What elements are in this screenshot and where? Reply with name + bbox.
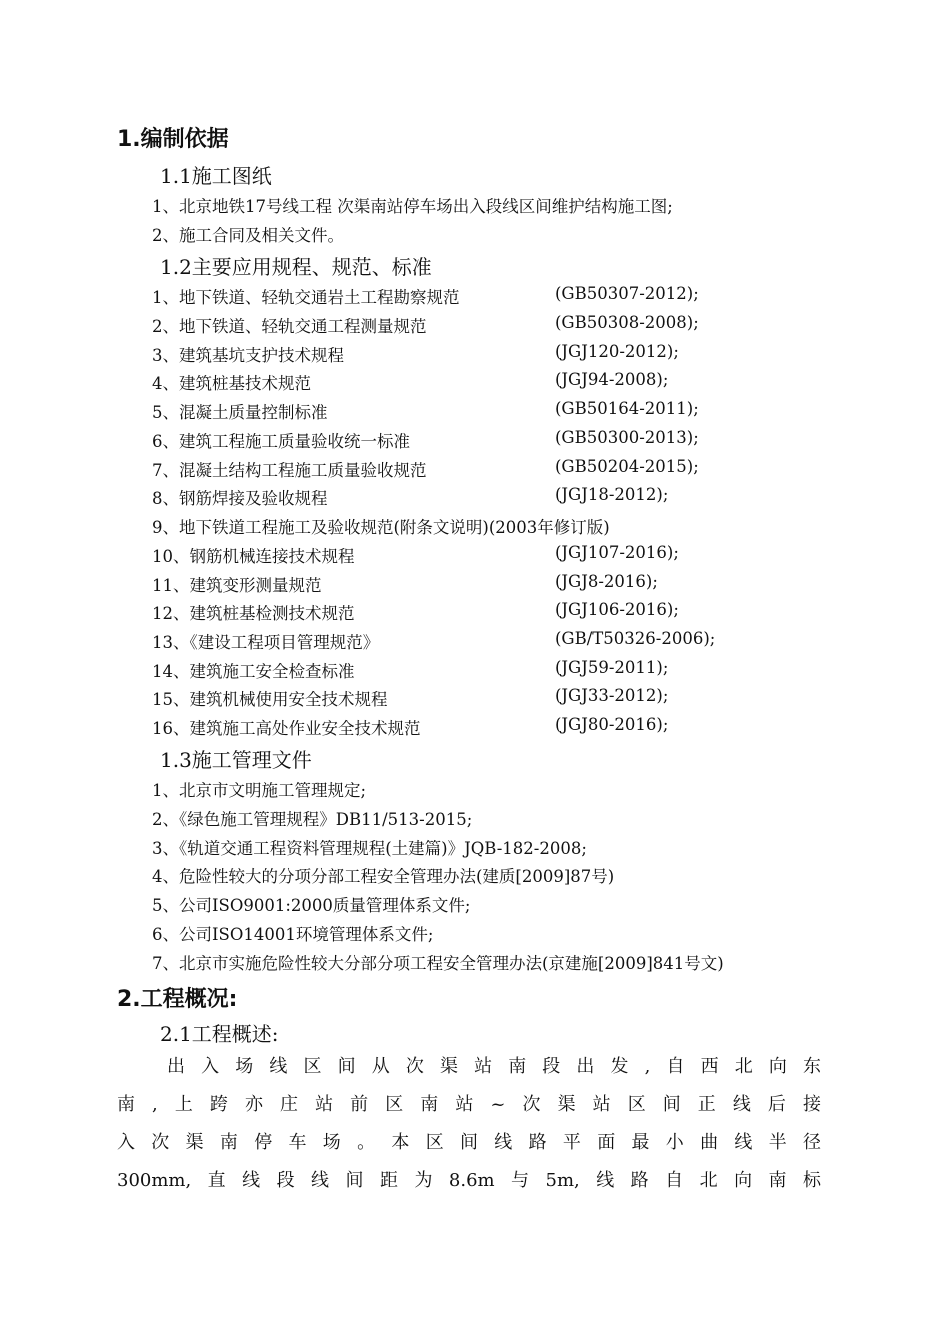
- standard-code: (JGJ120-2012);: [555, 342, 679, 361]
- list-item: 7、北京市实施危险性较大分部分项工程安全管理办法(京建施[2009]841号文): [152, 954, 724, 973]
- standard-name: 15、建筑机械使用安全技术规程: [152, 690, 388, 709]
- standard-code: (GB50204-2015);: [555, 457, 699, 476]
- standard-code: (GB/T50326-2006);: [555, 629, 716, 648]
- standard-name: 7、混凝土结构工程施工质量验收规范: [152, 461, 427, 480]
- section-2-heading: 2.工程概况:: [117, 987, 238, 1012]
- list-item: 1、北京市文明施工管理规定;: [152, 781, 367, 800]
- standard-code: (JGJ18-2012);: [555, 485, 669, 504]
- standard-name: 12、建筑桩基检测技术规范: [152, 604, 355, 623]
- standard-name: 11、建筑变形测量规范: [152, 576, 322, 595]
- section-1-heading: 1.编制依据: [117, 127, 229, 152]
- standard-name: 2、地下铁道、轻轨交通工程测量规范: [152, 317, 427, 336]
- standard-code: (JGJ8-2016);: [555, 572, 658, 591]
- paragraph-line: 出入场线区间从次渠站南段出发,自西北向东: [167, 1056, 821, 1077]
- standard-code: (GB50308-2008);: [555, 313, 699, 332]
- list-item: 6、公司ISO14001环境管理体系文件;: [152, 925, 434, 944]
- list-item: 4、危险性较大的分项分部工程安全管理办法(建质[2009]87号): [152, 867, 615, 886]
- standard-code: (GB50164-2011);: [555, 399, 699, 418]
- list-item: 3、《轨道交通工程资料管理规程(土建篇)》JQB-182-2008;: [152, 839, 587, 858]
- standard-name: 9、地下铁道工程施工及验收规范(附条文说明)(2003年修订版): [152, 518, 610, 537]
- paragraph-line: 300mm,直线段线间距为8.6m与5m,线路自北向南标: [117, 1170, 821, 1191]
- standard-name: 5、混凝土质量控制标准: [152, 403, 328, 422]
- paragraph-line: 入次渠南停车场。本区间线路平面最小曲线半径: [117, 1132, 821, 1153]
- standard-name: 4、建筑桩基技术规范: [152, 374, 311, 393]
- list-item: 2、《绿色施工管理规程》DB11/513-2015;: [152, 810, 473, 829]
- list-item: 5、公司ISO9001:2000质量管理体系文件;: [152, 896, 471, 915]
- standard-name: 8、钢筋焊接及验收规程: [152, 489, 328, 508]
- standard-code: (JGJ94-2008);: [555, 370, 669, 389]
- list-item: 2、施工合同及相关文件。: [152, 226, 344, 245]
- standard-code: (JGJ33-2012);: [555, 686, 669, 705]
- section-1-2-heading: 1.2主要应用规程、规范、标准: [160, 255, 432, 279]
- section-1-1-heading: 1.1施工图纸: [160, 164, 272, 188]
- standard-name: 16、建筑施工高处作业安全技术规范: [152, 719, 421, 738]
- standard-code: (GB50300-2013);: [555, 428, 699, 447]
- list-item: 1、北京地铁17号线工程 次渠南站停车场出入段线区间维护结构施工图;: [152, 197, 673, 216]
- standard-name: 13、《建设工程项目管理规范》: [152, 633, 380, 652]
- standard-name: 14、建筑施工安全检查标准: [152, 662, 355, 681]
- standard-name: 6、建筑工程施工质量验收统一标准: [152, 432, 410, 451]
- standard-name: 3、建筑基坑支护技术规程: [152, 346, 344, 365]
- standard-name: 1、地下铁道、轻轨交通岩土工程勘察规范: [152, 288, 460, 307]
- section-2-1-heading: 2.1工程概述:: [160, 1022, 279, 1046]
- standard-code: (JGJ106-2016);: [555, 600, 679, 619]
- standard-code: (JGJ59-2011);: [555, 658, 669, 677]
- standard-code: (JGJ107-2016);: [555, 543, 679, 562]
- standard-name: 10、钢筋机械连接技术规程: [152, 547, 355, 566]
- standard-code: (GB50307-2012);: [555, 284, 699, 303]
- paragraph-line: 南,上跨亦庄站前区南站~次渠站区间正线后接: [117, 1094, 821, 1115]
- standard-code: (JGJ80-2016);: [555, 715, 669, 734]
- section-1-3-heading: 1.3施工管理文件: [160, 748, 312, 772]
